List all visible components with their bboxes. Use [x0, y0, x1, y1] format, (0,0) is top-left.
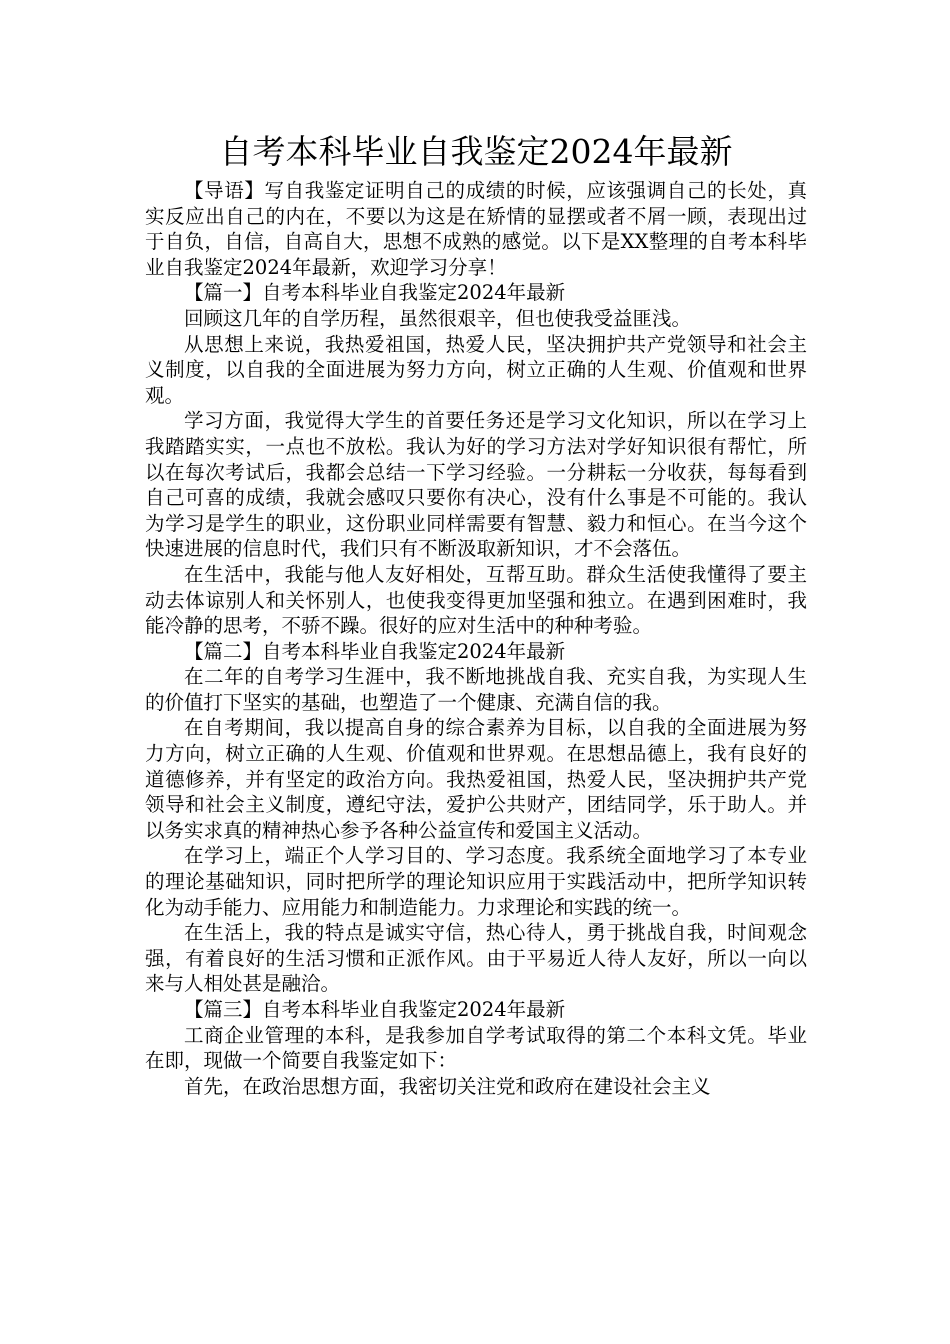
- paragraph: 学习方面，我觉得大学生的首要任务还是学习文化知识，所以在学习上我踏踏实实，一点也不放松。我认为好的学习方法对学好知识很有帮忙，所以在每次考试后，我都会总结一下学习经验。一分耕耘一分收获，每每看到自己可喜的成绩，我就会感叹只要你有决心，没有什么事是不可能的。我认为学习是学生的职业，这份职业同样需要有智慧、毅力和恒心。在当今这个快速进展的信息时代，我们只有不断汲取新知识，才不会落伍。: [145, 409, 807, 561]
- paragraph: 从思想上来说，我热爱祖国，热爱人民，坚决拥护共产党领导和社会主义制度，以自我的全面进展为努力方向，树立正确的人生观、价值观和世界观。: [145, 332, 807, 407]
- paragraph: 在学习上，端正个人学习目的、学习态度。我系统全面地学习了本专业的理论基础知识，同时把所学的理论知识应用于实践活动中，把所学知识转化为动手能力、应用能力和制造能力。力求理论和实践的统一。: [145, 844, 807, 919]
- paragraph: 在二年的自考学习生涯中，我不断地挑战自我、充实自我，为实现人生的价值打下坚实的基础，也塑造了一个健康、充满自信的我。: [145, 665, 807, 714]
- paragraph: 首先，在政治思想方面，我密切关注党和政府在建设社会主义: [184, 1074, 711, 1098]
- paragraph: 在生活上，我的特点是诚实守信，热心待人，勇于挑战自我，时间观念强，有着良好的生活习惯和正派作风。由于平易近人待人友好，所以一向以来与人相处甚是融洽。: [145, 921, 807, 996]
- paragraph: 在生活中，我能与他人友好相处，互帮互助。群众生活使我懂得了要主动去体谅别人和关怀别人，也使我变得更加坚强和独立。在遇到困难时，我能冷静的思考，不骄不躁。很好的应对生活中的种种考验。: [145, 562, 807, 638]
- document-title: 自考本科毕业自我鉴定2024年最新: [219, 132, 733, 171]
- section-heading-3: 【篇三】自考本科毕业自我鉴定2024年最新: [184, 998, 566, 1021]
- paragraph: 在自考期间，我以提高自身的综合素养为目标，以自我的全面进展为努力方向，树立正确的人生观、价值观和世界观。在思想品德上，我有良好的道德修养，并有坚定的政治方向。我热爱祖国，热爱人民，坚决拥护共产党领导和社会主义制度，遵纪守法，爱护公共财产，团结同学，乐于助人。并以务实求真的精神热心参予各种公益宣传和爱国主义活动。: [145, 716, 807, 842]
- document-page: [145, 128, 807, 1099]
- section-heading-2: 【篇二】自考本科毕业自我鉴定2024年最新: [184, 639, 566, 663]
- paragraph: 回顾这几年的自学历程，虽然很艰辛，但也使我受益匪浅。: [184, 306, 692, 330]
- paragraph: 工商企业管理的本科，是我参加自学考试取得的第二个本科文凭。毕业在即，现做一个简要自我鉴定如下：: [145, 1023, 807, 1073]
- section-heading-1: 【篇一】自考本科毕业自我鉴定2024年最新: [184, 281, 566, 305]
- paragraph-intro: 【导语】写自我鉴定证明自己的成绩的时候，应该强调自己的长处，真实反应出自己的内在，不要以为这是在矫情的显摆或者不屑一顾，表现出过于自负，自信，自高自大，思想不成熟的感觉。以下是XX整理的自考本科毕业自我鉴定2024年最新，欢迎学习分享！: [145, 179, 807, 279]
